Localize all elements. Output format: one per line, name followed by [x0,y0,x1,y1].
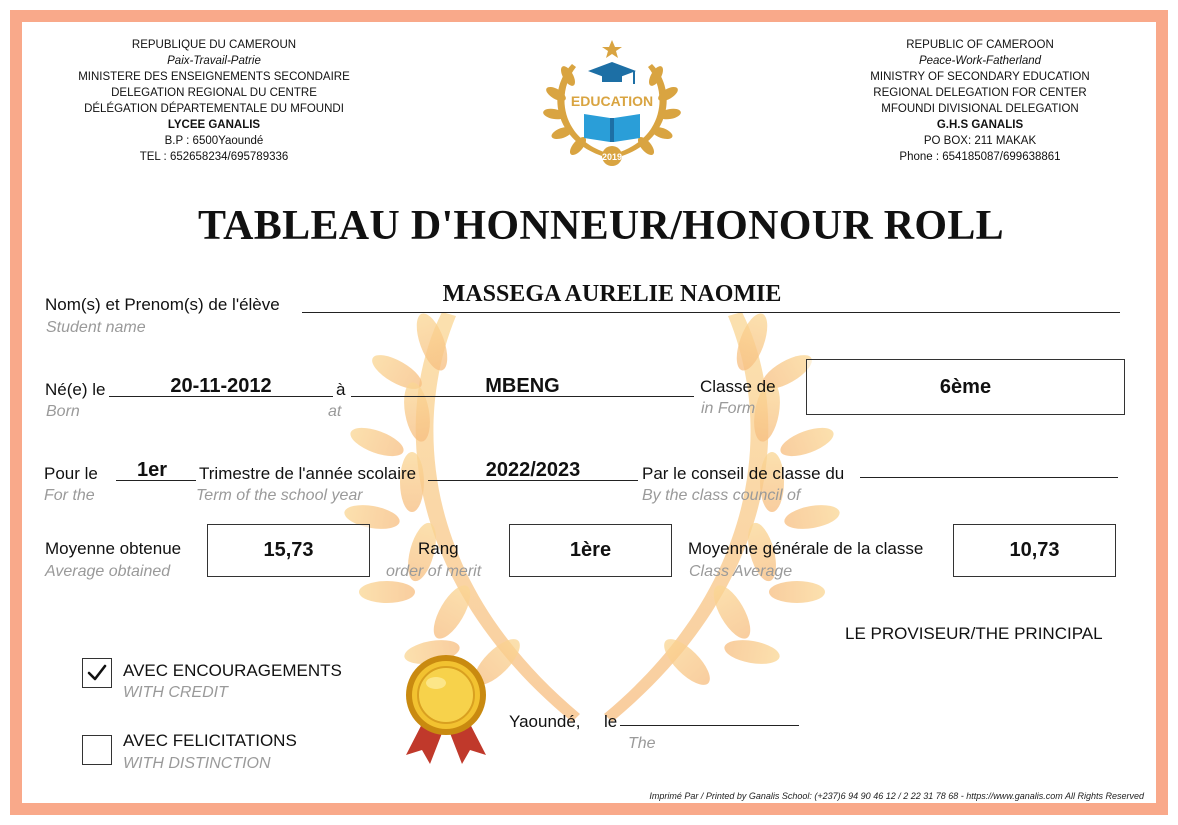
birth-place: MBENG [485,375,560,397]
council-label: Par le conseil de classe du [642,464,845,483]
class-sublabel: in Form [701,400,756,417]
motto-fr: Paix-Travail-Patrie [167,55,261,67]
for-sublabel: For the [44,487,95,504]
term-label: Trimestre de l'année scolaire [199,464,417,483]
with-credit-label: AVEC ENCOURAGEMENTS [123,661,342,680]
rank-sublabel: order of merit [386,563,482,580]
school-year: 2022/2023 [485,459,581,481]
council-sublabel: By the class council of [642,487,801,504]
born-sublabel: Born [46,403,80,420]
rank-box: 1ère [509,524,672,577]
average-label: Moyenne obtenue [45,539,182,558]
rank-label: Rang [418,539,459,558]
regional-en: REGIONAL DELEGATION FOR CENTER [873,87,1087,99]
term-number: 1er [136,459,168,481]
education-emblem [532,34,692,169]
class-average-label: Moyenne générale de la classe [688,539,924,558]
at-label: à [336,380,346,399]
school-fr: LYCEE GANALIS [167,119,261,131]
sign-date-sublabel: The [628,735,656,752]
name-label: Nom(s) et Prenom(s) de l'élève [45,295,280,314]
for-label: Pour le [44,464,98,483]
with-distinction-label: AVEC FELICITATIONS [123,731,297,750]
name-sublabel: Student name [46,319,146,336]
printed-by-footer: Imprimé Par / Printed by Ganalis School: (+237)6 94 90 46 12 / 2 22 31 78 68 - https://www.ganalis.com All Rights Reserved [649,791,1144,801]
regional-fr: DELEGATION REGIONAL DU CENTRE [111,87,317,99]
header-left [49,37,379,165]
box-en: PO BOX: 211 MAKAK [923,135,1037,147]
certificate-title: TABLEAU D'HONNEUR/HONOUR ROLL [197,203,1004,249]
ministry-fr: MINISTERE DES ENSEIGNEMENTS SECONDAIRE [78,71,350,83]
sign-date-label: le [604,712,618,731]
class-box: 6ème [806,359,1125,415]
with-distinction-sublabel: WITH DISTINCTION [123,755,271,772]
with-credit-checkbox[interactable] [82,658,112,688]
with-distinction-checkbox[interactable] [82,735,112,765]
class-average-sublabel: Class Average [689,563,793,580]
checkmark-icon [86,662,108,684]
with-credit-sublabel: WITH CREDIT [123,684,228,701]
average-sublabel: Average obtained [45,563,171,580]
tel-en: Phone : 654185087/699638861 [899,151,1061,163]
average-box: 15,73 [207,524,370,577]
council-line [860,477,1118,478]
sign-place: Yaoundé, [509,712,581,731]
sign-date-line [620,725,799,726]
country-fr: REPUBLIQUE DU CAMEROUN [131,39,297,51]
school-en: G.H.S GANALIS [936,119,1024,131]
emblem-year: 2019 [601,152,623,162]
student-name: MASSEGA AURELIE NAOMIE [442,281,782,307]
at-sublabel: at [328,403,342,420]
divisional-en: MFOUNDI DIVISIONAL DELEGATION [881,103,1079,115]
class-average-box: 10,73 [953,524,1116,577]
tel-fr: TEL : 652658234/695789336 [139,151,289,163]
birth-date: 20-11-2012 [170,375,272,397]
term-sublabel: Term of the school year [196,487,363,504]
name-line [302,312,1120,313]
motto-en: Peace-Work-Fatherland [918,55,1042,67]
divisional-fr: DÉLÉGATION DÉPARTEMENTALE DU MFOUNDI [84,103,344,115]
ministry-en: MINISTRY OF SECONDARY EDUCATION [870,71,1090,83]
header-right [815,37,1145,165]
born-label: Né(e) le [45,380,106,399]
gold-medal-icon [396,650,496,765]
class-label: Classe de [700,377,776,396]
principal-label: LE PROVISEUR/THE PRINCIPAL [845,624,1103,643]
country-en: REPUBLIC OF CAMEROON [906,39,1054,51]
certificate [10,10,1168,815]
emblem-word: EDUCATION [570,93,654,109]
box-fr: B.P : 6500Yaoundé [164,135,264,147]
